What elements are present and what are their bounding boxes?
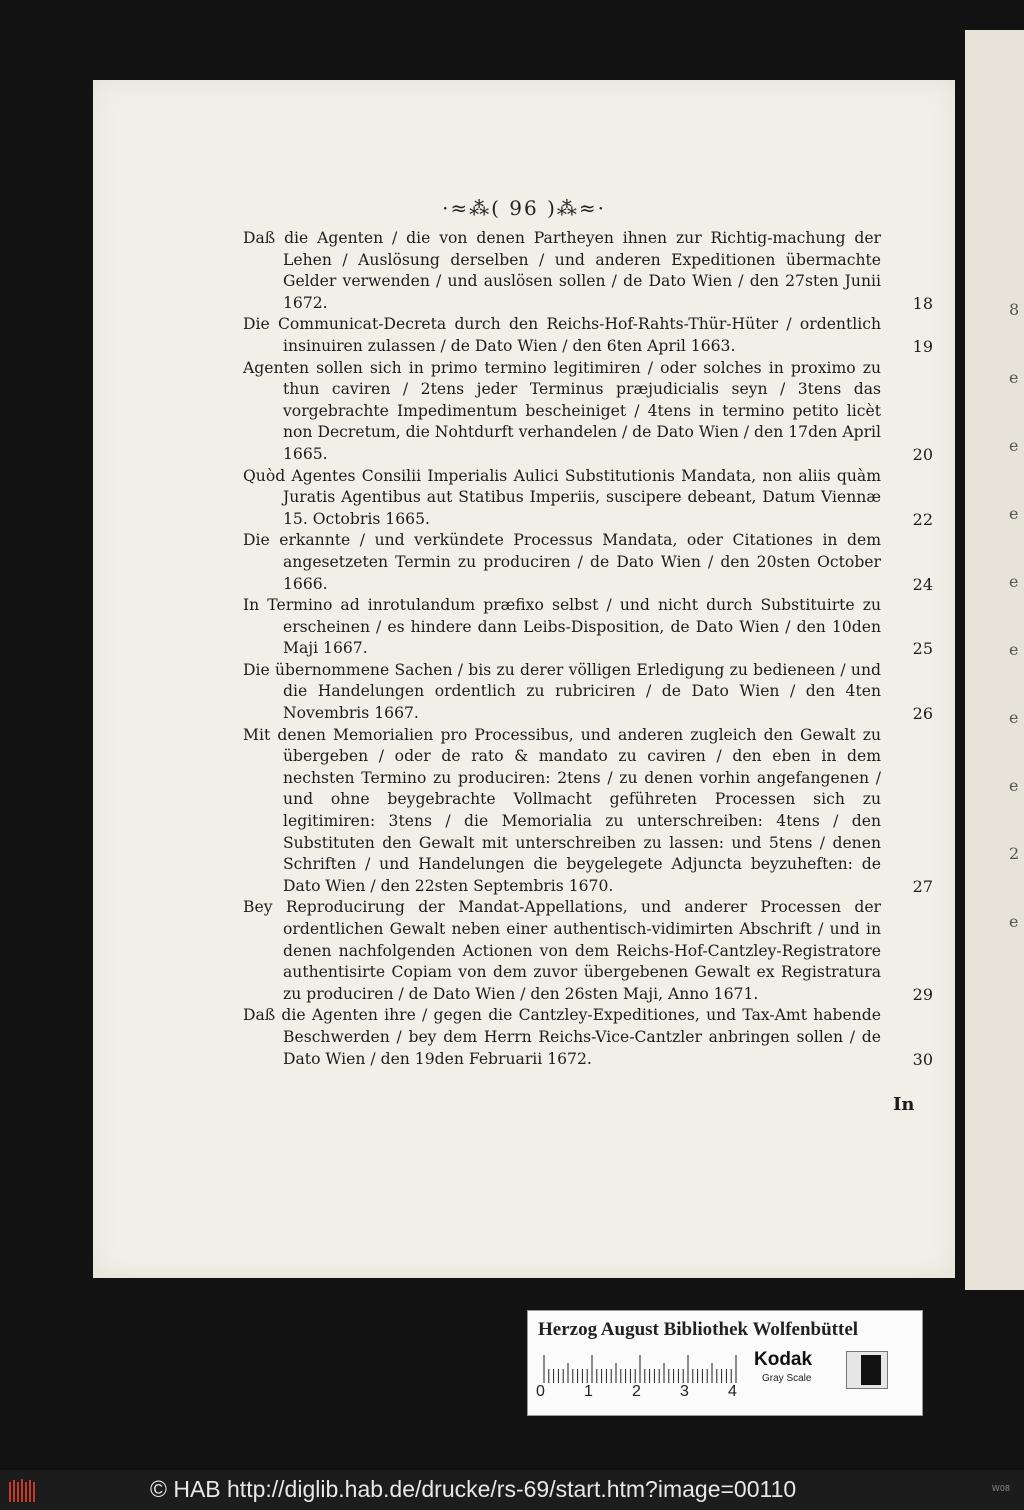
entry-item bbox=[243, 314, 933, 357]
catchword: In bbox=[893, 1094, 915, 1115]
entry-number: 22 bbox=[912, 509, 933, 529]
entry-number: 29 bbox=[912, 984, 933, 1004]
entry-item bbox=[243, 595, 933, 660]
document-page bbox=[93, 80, 955, 1278]
entry-item bbox=[243, 530, 933, 595]
entry-number: 30 bbox=[912, 1049, 933, 1069]
facing-page-glyph: e bbox=[1009, 776, 1019, 795]
entry-text: Die übernommene Sachen / bis zu derer völligen Erledigung zu bedieneen / und die Handelungen ordentlich zu rubriciren / de Dato Wien / den 4ten Novembris 1667. bbox=[243, 660, 881, 723]
entry-item bbox=[243, 725, 933, 898]
entry-text: Bey Reproducirung der Mandat-Appellations, und anderer Processen der ordentlichen Gewalt neben einer authentisch-vidimirten Abschrift / und in denen nachfolgenden Actionen von dem Reichs-Hof-Cantzley-Registratore authentisirte Copiam von dem zuvor übergebenen Gewalt ex Registratura zu produciren / de Dato Wien / den 26sten Maji, Anno 1671. bbox=[243, 898, 881, 1003]
facing-page-glyph: e bbox=[1009, 572, 1019, 591]
entry-item bbox=[243, 897, 933, 1005]
facing-page-glyph: e bbox=[1009, 368, 1019, 387]
entry-text: Die Communicat-Decreta durch den Reichs-Hof-Rahts-Thür-Hüter / ordentlich insinuiren zulassen / de Dato Wien / den 6ten April 1663. bbox=[243, 315, 881, 355]
facing-page-glyph: e bbox=[1009, 436, 1019, 455]
entry-text: Mit denen Memorialien pro Processibus, und anderen zugleich den Gewalt zu übergeben / oder de rato & mandato zu caviren / den eben in dem nechsten Termino zu produciren: 2tens / zu denen vorhin angefangenen / und ohne beygebrachte Vollmacht geführeten Processen sich zu legitimiren: 3tens / die Memorialia zu unterschreiben: 4tens / den Substituten den Gewalt mit unterschreiben zu lassen: und 5tens / denen Schriften / und Handelungen die beygelegete Adjuncta beyzuheften: de Dato Wien / den 22sten Septembris 1670. bbox=[243, 725, 881, 895]
ruler-number: 2 bbox=[632, 1383, 641, 1400]
entry-item bbox=[243, 660, 933, 725]
entry-number: 18 bbox=[912, 293, 933, 313]
ruler-number: 1 bbox=[584, 1383, 593, 1400]
facing-page-glyph: e bbox=[1009, 640, 1019, 659]
facing-page-edge bbox=[965, 30, 1024, 1290]
entry-number: 27 bbox=[912, 876, 933, 896]
ruler-number: 3 bbox=[680, 1383, 689, 1400]
entry-item bbox=[243, 358, 933, 466]
entry-text: Quòd Agentes Consilii Imperialis Aulici Substitutionis Mandata, non aliis quàm Juratis Agentibus aut Statibus Imperiis, suscipere debeant, Datum Viennæ 15. Octobris 1665. bbox=[243, 466, 881, 528]
ruler-number: 0 bbox=[536, 1383, 545, 1400]
library-name: Herzog August Bibliothek Wolfenbüttel bbox=[538, 1319, 859, 1340]
facing-page-glyph: 2 bbox=[1009, 844, 1020, 863]
footer-mark: W08 bbox=[991, 1484, 1010, 1493]
entry-list bbox=[243, 228, 933, 1070]
facing-page-glyph: e bbox=[1009, 708, 1019, 727]
color-target-card bbox=[527, 1310, 923, 1416]
entry-text: Die erkannte / und verkündete Processus Mandata, oder Citationes in dem angesetzeten Termin zu produciren / de Dato Wien / den 20sten October 1666. bbox=[243, 531, 881, 593]
entry-number: 19 bbox=[912, 336, 933, 356]
facing-page-glyph: 8 bbox=[1009, 300, 1020, 319]
entry-number: 26 bbox=[912, 704, 933, 724]
ruler-number: 4 bbox=[728, 1383, 737, 1400]
page-number-header: ·≈⁂( 96 )⁂≈· bbox=[442, 196, 606, 220]
facing-page-glyph: e bbox=[1009, 912, 1019, 931]
gray-swatch bbox=[846, 1351, 888, 1389]
entry-text: Agenten sollen sich in primo termino legitimiren / oder solches in proximo zu thun caviren / 2tens jeder Terminus præjudicialis seyn / 3tens das vorgebrachte Impedimentum bescheiniget / 4tens in termino petito licèt non Decretum, die Nohtdurft verhandelen / de Dato Wien / den 17den April 1665. bbox=[243, 358, 881, 463]
entry-number: 25 bbox=[912, 639, 933, 659]
entry-item bbox=[243, 1005, 933, 1070]
gray-scale-label: Gray Scale bbox=[762, 1373, 812, 1384]
footer-bar bbox=[0, 1470, 1024, 1510]
entry-text: In Termino ad inrotulandum præfixo selbst / und nicht durch Substituirte zu erscheinen / es hindere dann Leibs-Disposition, de Dato Wien / den 10den Maji 1667. bbox=[243, 596, 881, 658]
facing-page-glyph: e bbox=[1009, 504, 1019, 523]
entry-item bbox=[243, 228, 933, 314]
entry-number: 20 bbox=[912, 444, 933, 464]
entry-text: Daß die Agenten ihre / gegen die Cantzley-Expeditiones, und Tax-Amt habende Beschwerden / bey dem Herrn Reichs-Vice-Cantzler anbringen sollen / de Dato Wien / den 19den Februarii 1672. bbox=[243, 1006, 881, 1068]
kodak-logo: Kodak bbox=[754, 1349, 813, 1370]
entry-item bbox=[243, 466, 933, 531]
ruler-scale bbox=[540, 1353, 740, 1383]
entry-number: 24 bbox=[912, 574, 933, 594]
copyright-url[interactable]: © HAB http://diglib.hab.de/drucke/rs-69/start.htm?image=00110 bbox=[150, 1476, 797, 1502]
entry-text: Daß die Agenten / die von denen Partheyen ihnen zur Richtig-machung der Lehen / Auslösung derselben / und anderen Expeditionen übermachte Gelder verwenden / und auslösen sollen / de Dato Wien / den 27sten Junii 1672. bbox=[243, 229, 881, 312]
hab-logo-icon bbox=[8, 1478, 38, 1504]
